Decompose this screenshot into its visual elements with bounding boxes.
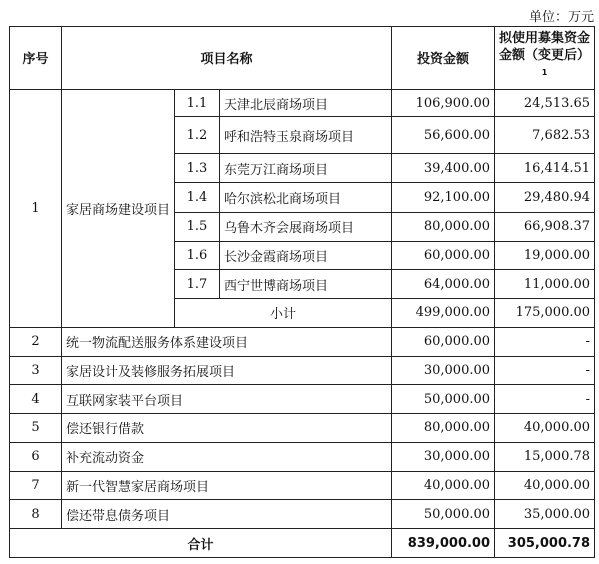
sub-item-name: 西宁世博商场项目 (220, 270, 392, 299)
sub-item-invest: 60,000.00 (392, 241, 495, 270)
sub-item-number: 1.2 (175, 117, 220, 154)
row-project-name: 统一物流配送服务体系建设项目 (62, 327, 392, 356)
row-invest: 40,000.00 (392, 471, 495, 500)
unit-label: 单位：万元 (528, 10, 594, 25)
sub-item-number: 1.4 (175, 183, 220, 213)
sub-item-name: 呼和浩特玉泉商场项目 (220, 117, 392, 154)
row-invest: 50,000.00 (392, 385, 495, 414)
project-row (10, 385, 595, 414)
group-index: 1 (10, 89, 62, 327)
subtotal-label: 小计 (175, 299, 392, 328)
row-funds: - (495, 327, 595, 356)
row-index: 6 (10, 442, 62, 471)
total-label: 合计 (10, 529, 392, 558)
row-project-name: 偿还银行借款 (62, 414, 392, 443)
row-index: 2 (10, 327, 62, 356)
sub-item-number: 1.6 (175, 241, 220, 270)
row-funds: - (495, 385, 595, 414)
project-row (10, 500, 595, 529)
row-invest: 30,000.00 (392, 356, 495, 385)
row-funds: 15,000.78 (495, 442, 595, 471)
header-funds-note: 1 (541, 68, 548, 78)
row-index: 3 (10, 356, 62, 385)
sub-item-invest: 39,400.00 (392, 154, 495, 183)
row-funds: - (495, 356, 595, 385)
sub-item-number: 1.1 (175, 89, 220, 117)
total-invest: 839,000.00 (392, 529, 495, 558)
project-row (10, 471, 595, 500)
sub-item-funds: 16,414.51 (495, 154, 595, 183)
sub-item-name: 天津北辰商场项目 (220, 89, 392, 117)
project-row (10, 89, 595, 117)
row-invest: 60,000.00 (392, 327, 495, 356)
sub-item-funds: 7,682.53 (495, 117, 595, 154)
header-index: 序号 (10, 27, 62, 90)
total-funds: 305,000.78 (495, 529, 595, 558)
sub-item-funds: 29,480.94 (495, 183, 595, 213)
header-invest: 投资金额 (392, 27, 495, 90)
project-row (10, 327, 595, 356)
row-invest: 30,000.00 (392, 442, 495, 471)
sub-item-funds: 19,000.00 (495, 241, 595, 270)
row-index: 7 (10, 471, 62, 500)
row-invest: 80,000.00 (392, 414, 495, 443)
sub-item-funds: 11,000.00 (495, 270, 595, 299)
header-project-name: 项目名称 (62, 27, 392, 90)
sub-item-number: 1.5 (175, 212, 220, 241)
row-index: 8 (10, 500, 62, 529)
row-index: 4 (10, 385, 62, 414)
sub-item-invest: 92,100.00 (392, 183, 495, 213)
subtotal-invest: 499,000.00 (392, 299, 495, 328)
row-funds: 35,000.00 (495, 500, 595, 529)
sub-item-number: 1.3 (175, 154, 220, 183)
fund-usage-table (9, 26, 595, 558)
header-funds-text: 拟使用募集资金金额（变更后） (499, 31, 591, 64)
row-invest: 50,000.00 (392, 500, 495, 529)
project-row (10, 356, 595, 385)
row-project-name: 偿还带息债务项目 (62, 500, 392, 529)
group-name: 家居商场建设项目 (62, 89, 175, 327)
sub-item-name: 长沙金霞商场项目 (220, 241, 392, 270)
project-row (10, 414, 595, 443)
total-row (10, 529, 595, 558)
subtotal-funds: 175,000.00 (495, 299, 595, 328)
header-row (10, 27, 595, 90)
row-index: 5 (10, 414, 62, 443)
project-row (10, 442, 595, 471)
sub-item-funds: 24,513.65 (495, 89, 595, 117)
row-project-name: 补充流动资金 (62, 442, 392, 471)
sub-item-invest: 56,600.00 (392, 117, 495, 154)
row-project-name: 新一代智慧家居商场项目 (62, 471, 392, 500)
sub-item-invest: 64,000.00 (392, 270, 495, 299)
row-project-name: 互联网家装平台项目 (62, 385, 392, 414)
sub-item-invest: 106,900.00 (392, 89, 495, 117)
sub-item-name: 乌鲁木齐会展商场项目 (220, 212, 392, 241)
sub-item-name: 哈尔滨松北商场项目 (220, 183, 392, 213)
header-funds (495, 27, 595, 90)
row-project-name: 家居设计及装修服务拓展项目 (62, 356, 392, 385)
sub-item-name: 东莞万江商场项目 (220, 154, 392, 183)
sub-item-invest: 80,000.00 (392, 212, 495, 241)
row-funds: 40,000.00 (495, 414, 595, 443)
sub-item-number: 1.7 (175, 270, 220, 299)
sub-item-funds: 66,908.37 (495, 212, 595, 241)
row-funds: 40,000.00 (495, 471, 595, 500)
